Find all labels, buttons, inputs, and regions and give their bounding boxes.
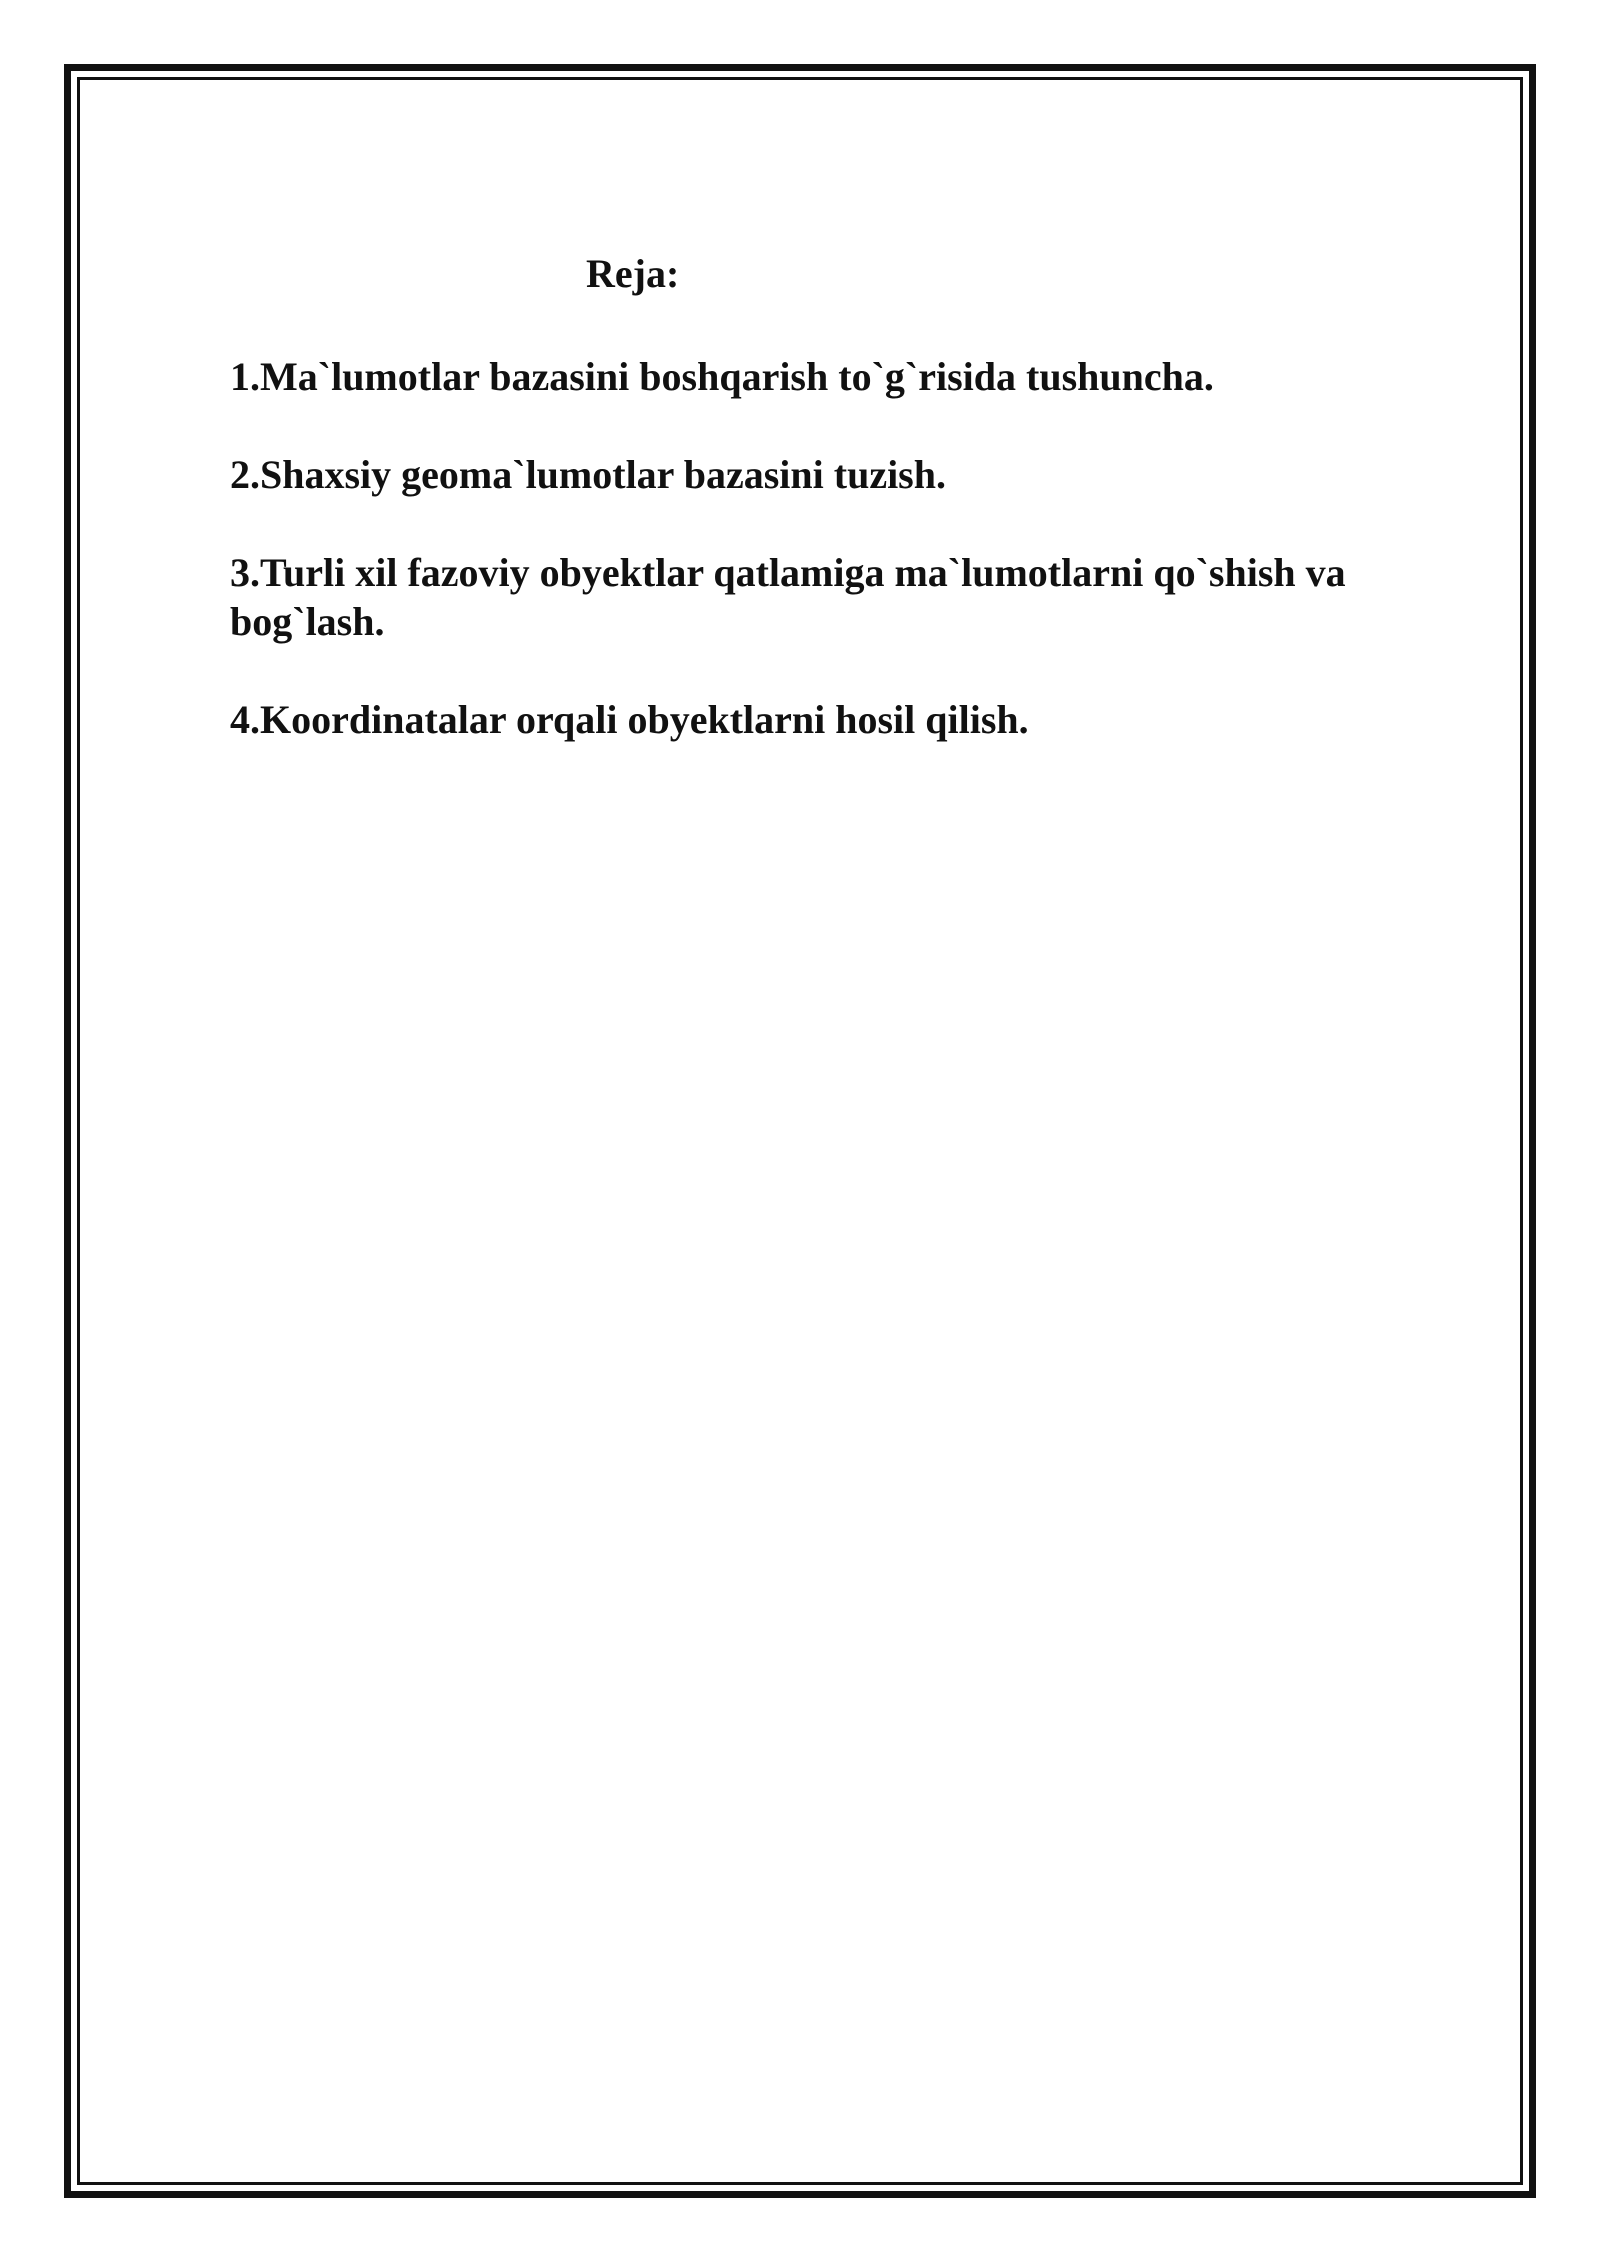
page-title: Reja:: [586, 251, 680, 296]
plan-list: [230, 352, 1460, 793]
plan-item-4: 4.Koordinatalar orqali obyektlarni hosil qilish.: [230, 697, 1029, 742]
plan-item-1: 1.Ma`lumotlar bazasini boshqarish to`g`risida tushuncha.: [230, 354, 1214, 399]
plan-item-2: 2.Shaxsiy geoma`lumotlar bazasini tuzish.: [230, 452, 946, 497]
plan-item-3: 3.Turli xil fazoviy obyektlar qatlamiga ma`lumotlarni qo`shish va bog`lash.: [230, 550, 1346, 644]
